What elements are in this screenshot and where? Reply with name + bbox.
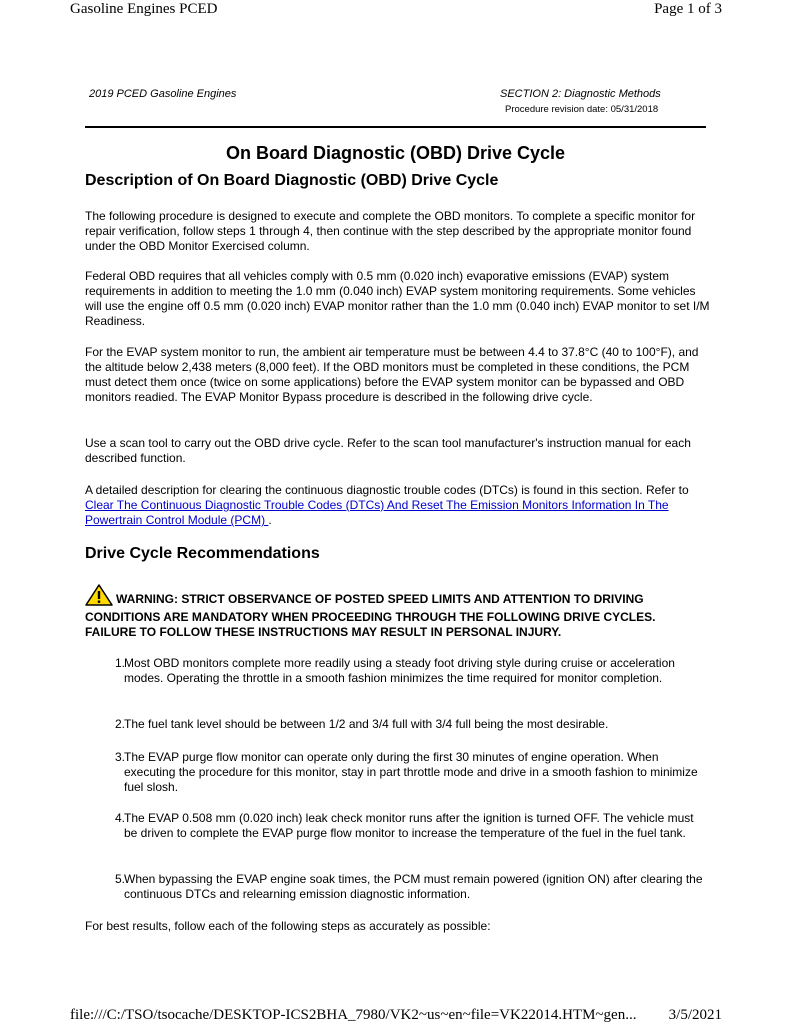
warning-triangle-icon <box>85 584 113 610</box>
doc-header-publication: 2019 PCED Gasoline Engines <box>89 88 237 100</box>
paragraph-dtc-clearing <box>85 483 710 528</box>
list-item-text: Most OBD monitors complete more readily using a steady foot driving style during cruise or acceleration modes. Operating the throttle in a smooth fashion minimizes the time required for monitor completion. <box>124 656 675 685</box>
paragraph-procedure-intro: The following procedure is designed to execute and complete the OBD monitors. To complete a specific monitor for repair verification, follow steps 1 through 4, then continue with the step described by the appropriate monitor found under the OBD Monitor Exercised column. <box>85 209 696 253</box>
revision-date: Procedure revision date: 05/31/2018 <box>505 104 659 115</box>
browser-header-page-number: Page 1 of 3 <box>654 1 722 17</box>
closing-paragraph: For best results, follow each of the following steps as accurately as possible: <box>85 919 491 933</box>
list-item-text: The fuel tank level should be between 1/2 and 3/4 full with 3/4 full being the most desirable. <box>124 717 609 731</box>
list-item-text: The EVAP 0.508 mm (0.020 inch) leak check monitor runs after the ignition is turned OFF. The vehicle must be driven to complete the EVAP purge flow monitor to increase the temperature of the fuel in the fuel tank. <box>124 811 694 840</box>
clear-dtc-link[interactable]: Clear The Continuous Diagnostic Trouble Codes (DTCs) And Reset The Emission Monitors Information In The Powertrain Control Module (PCM) <box>85 498 669 527</box>
section-heading: Description of On Board Diagnostic (OBD) Drive Cycle <box>85 172 499 189</box>
list-item-number: 5. <box>114 872 125 886</box>
paragraph-scan-tool: Use a scan tool to carry out the OBD drive cycle. Refer to the scan tool manufacturer's instruction manual for each described function. <box>85 436 691 465</box>
list-item-number: 4. <box>114 811 125 825</box>
list-item-number: 1. <box>114 656 125 670</box>
header-divider <box>85 126 706 128</box>
dtc-paragraph-suffix: . <box>268 513 272 527</box>
list-item-number: 2. <box>114 717 125 731</box>
paragraph-federal-obd: Federal OBD requires that all vehicles comply with 0.5 mm (0.020 inch) evaporative emissions (EVAP) system requirements in addition to meeting the 1.0 mm (0.040 inch) EVAP system monitoring requirements. Some vehicles will use the engine off 0.5 mm (0.020 inch) EVAP monitor rather than the 1.0 mm (0.040 inch) EVAP monitor to set I/M Readiness. <box>85 269 710 328</box>
footer-date: 3/5/2021 <box>668 1007 722 1023</box>
doc-header-section: SECTION 2: Diagnostic Methods <box>500 88 661 100</box>
browser-header-title: Gasoline Engines PCED <box>70 1 218 17</box>
drive-cycle-heading: Drive Cycle Recommendations <box>85 545 320 562</box>
warning-text: WARNING: STRICT OBSERVANCE OF POSTED SPEED LIMITS AND ATTENTION TO DRIVING CONDITIONS ARE MANDATORY WHEN PROCEEDING THROUGH THE FOLLOWING DRIVE CYCLES. FAILURE TO FOLLOW THESE INSTRUCTIONS MAY RESULT IN PERSONAL INJURY. <box>85 592 656 639</box>
list-item-text: When bypassing the EVAP engine soak times, the PCM must remain powered (ignition ON) after clearing the continuous DTCs and relearning emission diagnostic information. <box>124 872 703 901</box>
warning-block <box>85 584 710 640</box>
page-title: On Board Diagnostic (OBD) Drive Cycle <box>225 143 566 163</box>
paragraph-evap-conditions: For the EVAP system monitor to run, the ambient air temperature must be between 4.4 to 37.8°C (40 to 100°F), and the altitude below 2,438 meters (8,000 feet). If the OBD monitors must be completed in these conditions, the PCM must detect them once (twice on some applications) before the EVAP system monitor can be bypassed and OBD monitors readied. The EVAP Monitor Bypass procedure is described in the following drive cycle. <box>85 345 699 404</box>
list-item-number: 3. <box>114 750 125 764</box>
dtc-paragraph-text: A detailed description for clearing the continuous diagnostic trouble codes (DTCs) is found in this section. Refer to <box>85 483 689 497</box>
list-item-text: The EVAP purge flow monitor can operate only during the first 30 minutes of engine operation. When executing the procedure for this monitor, stay in part throttle mode and drive in a smooth fashion to minimize fuel slosh. <box>124 750 698 794</box>
footer-file-path: file:///C:/TSO/tsocache/DESKTOP-ICS2BHA_7980/VK2~us~en~file=VK22014.HTM~gen... <box>70 1007 637 1023</box>
